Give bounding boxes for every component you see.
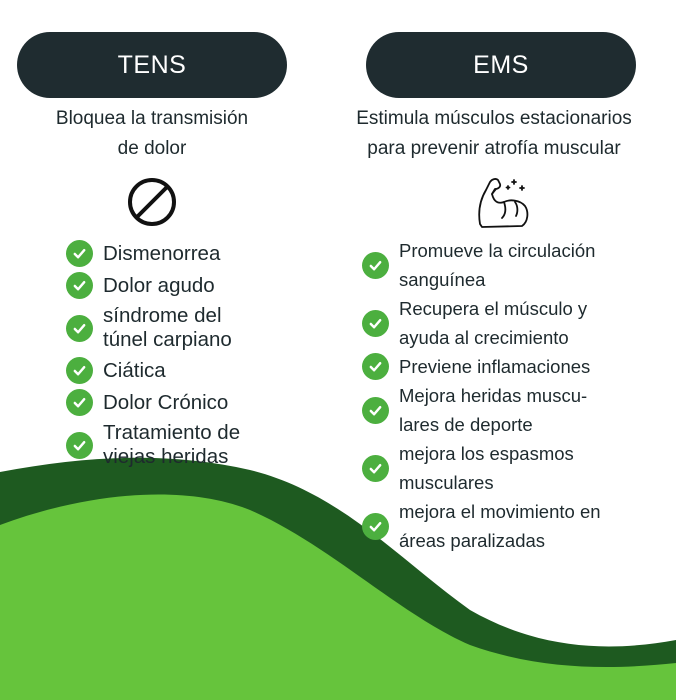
list-item: [66, 389, 286, 416]
tens-benefits-list: [66, 240, 286, 474]
ems-subtitle-line1: Estimula músculos estacionarios: [356, 108, 632, 129]
check-icon: [66, 272, 93, 299]
list-item: [66, 240, 286, 267]
list-item-text: Promueve la circulación sanguínea: [399, 240, 596, 290]
list-item: [66, 272, 286, 299]
list-item: [66, 421, 286, 469]
tens-title: TENS: [117, 50, 187, 79]
check-icon: [66, 315, 93, 342]
check-icon: [362, 513, 389, 540]
list-item: [362, 381, 662, 439]
list-item: [66, 357, 286, 384]
list-item-text: mejora el movimiento en áreas paralizadas: [399, 501, 601, 551]
check-icon: [362, 310, 389, 337]
list-item: [362, 439, 662, 497]
list-item-text: mejora los espasmos musculares: [399, 443, 574, 493]
list-item: [362, 294, 662, 352]
tens-subtitle-line2: de dolor: [117, 138, 187, 159]
ems-benefits-list: [362, 236, 662, 555]
list-item-text: Previene inflamaciones: [399, 356, 591, 377]
ems-subtitle: [316, 104, 672, 164]
ems-subtitle-line2: para prevenir atrofía muscular: [367, 138, 621, 159]
list-item-text: Dolor agudo: [103, 273, 215, 297]
check-icon: [66, 432, 93, 459]
list-item-text: Dismenorrea: [103, 241, 221, 265]
list-item-text: Mejora heridas muscu- lares de deporte: [399, 385, 588, 435]
list-item: [66, 304, 286, 352]
ems-header-pill: [366, 32, 636, 98]
tens-subtitle-line1: Bloquea la transmisión: [55, 108, 249, 129]
list-item-text: Dolor Crónico: [103, 390, 229, 414]
check-icon: [362, 353, 389, 380]
list-item-text: síndrome del túnel carpiano: [103, 304, 232, 351]
list-item: [362, 352, 662, 381]
check-icon: [362, 252, 389, 279]
muscle-arm-icon: [470, 172, 534, 230]
list-item-text: Recupera el músculo y ayuda al crecimiento: [399, 298, 588, 348]
check-icon: [66, 357, 93, 384]
list-item-text: Ciática: [103, 358, 166, 382]
prohibited-icon: [126, 176, 178, 228]
list-item: [362, 497, 662, 555]
ems-title: EMS: [473, 50, 529, 79]
list-item: [362, 236, 662, 294]
tens-header-pill: [17, 32, 287, 98]
list-item-text: Tratamiento de viejas heridas: [103, 421, 241, 468]
tens-subtitle: [20, 104, 284, 164]
check-icon: [362, 397, 389, 424]
check-icon: [66, 389, 93, 416]
check-icon: [362, 455, 389, 482]
check-icon: [66, 240, 93, 267]
